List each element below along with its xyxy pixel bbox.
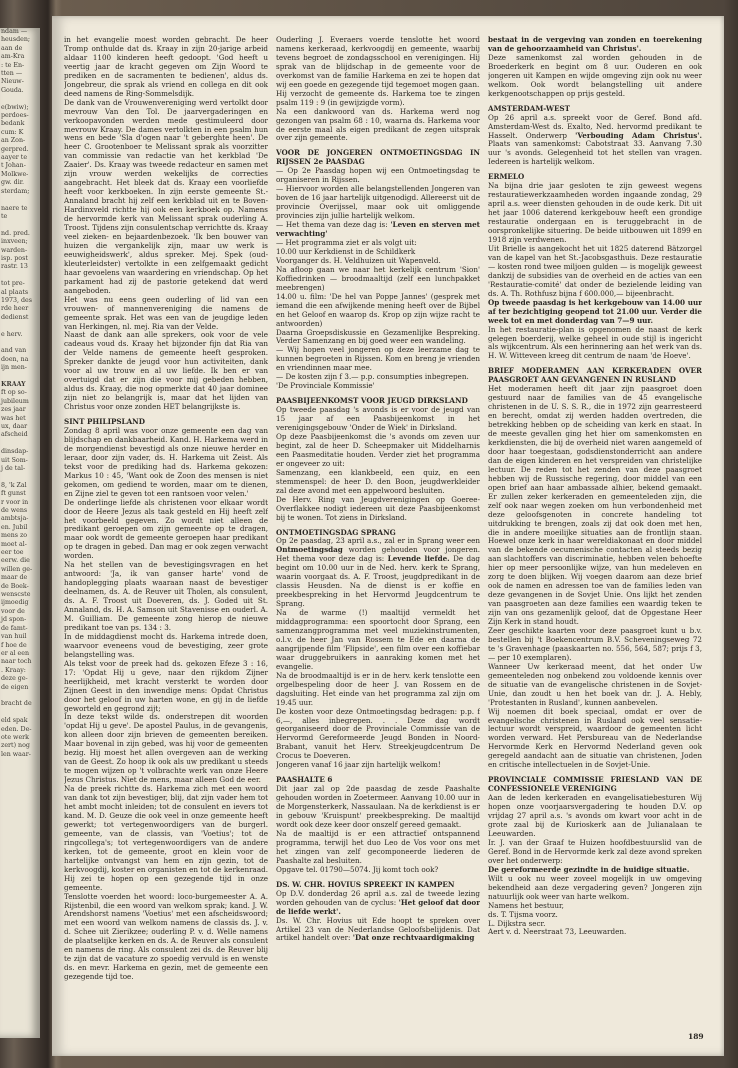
left-page-fragment-line: dedienst bbox=[1, 313, 29, 321]
text-run: — Het thema van deze dag is: bbox=[276, 220, 391, 230]
left-page-fragment-line: aayer te bbox=[1, 154, 28, 162]
left-page-fragment-line: jd spon- bbox=[1, 616, 27, 624]
paragraph: Na de warme (!) maaltijd vermeldt het middagprogramma: een spoortocht door Sprang, een samenzangprogramma met veel muziekinstrumenten, o.l.v. de heer Jan van Rossem te Ede en daarna de aangrijpende film 'Flipside', een film over een koffiebar waar druggebruikers in aanraking komen met het evangelie. bbox=[276, 608, 480, 671]
left-page-fragment-line: 1973, des bbox=[1, 296, 33, 304]
section-heading-amsterdam-west: AMSTERDAM-WEST bbox=[488, 103, 570, 113]
left-page-fragment-line: eer toe bbox=[1, 549, 24, 557]
left-page-fragment-line: warden- bbox=[1, 246, 28, 254]
signature-line: L. Dijkstra secr. bbox=[488, 918, 546, 928]
text-run: De dag begint om 10.00 uur in de Ned. herv. kerk te Sprang, waarin voorgaat ds. A. F. Troost, jeugdpredikant in de classis Heusden. Na de dienst is er koffie en preekbespreking in het Hervormd Jeugdcentrum te Sprang. bbox=[276, 554, 480, 609]
left-page-fragment-line: j de tal- bbox=[1, 465, 26, 472]
column-1 bbox=[64, 36, 268, 1036]
left-page-fragment-line bbox=[0, 339, 40, 347]
left-page-fragment-line: bracht de bbox=[1, 700, 32, 708]
left-page-fragment-line: ijn men- bbox=[1, 364, 27, 372]
left-page-fragment-line: van huil bbox=[1, 633, 27, 641]
column-2 bbox=[276, 36, 480, 1036]
left-page-fragment-line: ambtsja- bbox=[1, 515, 29, 523]
left-page-fragment-line: te bbox=[1, 212, 8, 220]
left-page-fragment-line: willen ge- bbox=[1, 565, 33, 573]
paragraph: Voorganger ds. H. Veldhuizen uit Wapenveld. bbox=[276, 255, 441, 265]
left-page-fragment-line: 8, 'k Zal bbox=[1, 481, 27, 489]
paragraph: De kosten voor deze Ontmoetingsdag bedragen: p.p. f 6,—, alles inbegrepen. . . Deze dag wordt georganiseerd door de Provinciale Commissie van de Hervormd Gereformeerde Jeugd Bonden in Noord-Brabant, vanuit het Herv. Streekjeugdcentrum De Crocus te Doeveren. bbox=[276, 706, 480, 761]
paragraph: in het evangelie moest worden gebracht. De heer Tromp onthulde dat ds. Kraay in zijn 20-jarige arbeid aldaar 1100 kinderen heeft gedoopt. 'God heeft u veertig jaar de kracht gegeven om Zijn Woord te prediken en de sacramenten te bedienen', aldus ds. Jongebreur, die sprak als vriend en collega en dit ook deed namens de Ring-Sommelsdijk. bbox=[64, 36, 268, 98]
paragraph: — Het programma ziet er als volgt uit: bbox=[276, 237, 417, 247]
section-heading-ermelo: ERMELO bbox=[488, 172, 525, 182]
left-page-fragment-line: len waar- bbox=[1, 750, 31, 758]
paragraph: — Wij hopen veel jongeren op deze leerzame dag te kunnen begroeten in Rijssen. Kom en breng je vrienden en vriendinnen maar mee. bbox=[276, 345, 480, 373]
magazine-page bbox=[52, 16, 724, 1056]
paragraph: Na de preek richtte ds. Harkema zich met een woord van dank tot zijn bevestiger, blij, dat zijn vader hem tot het ambt mocht inleiden; tot de consulent en ievers tot kand. M. D. Geuze die ook veel in onze gemeente heeft gewerkt; tot vertegenwoordigers van de burgerl. gemeente, van de classis, van 'Voetius'; tot de ringcollega's; tot vertegenwoordigers van de andere kerken, tot de gemeente, groot en klein voor de hartelijke ontvangst van hem en zijn gezin, tot de kerkvoogdij, koster en organisten en tot de kerkenraad. Hij zei te hopen op een gezegende tijd in onze gemeente. bbox=[64, 784, 268, 892]
paragraph: Opgave tel. 01790—5074. Jij komt toch ook? bbox=[276, 864, 439, 874]
paragraph: Als tekst voor de preek had ds. gekozen Efeze 3 : 16, 17: 'Opdat Hij u geve, naar den rijkdom Zijner heerlijkheid, met kracht versterkt te worden door Zijnen Geest in den inwendige mens: Opdat Christus door het geloof in uw harten wone, en gij in de liefde geworteld en gegrond zijt; bbox=[64, 658, 268, 713]
paragraph: De dank van de Vrouwenvereniging werd vertolkt door mevrouw Van den Tol. De jaarvergaderingen en verkoopavonden werden mede gestimuleerd door mevrouw Kraay. De dames vertolkten in een psalm hun wens en bede 'Sla d'ogen naar 't geberghte heen'. De heer C. Grootenboer te Melissant sprak als voorzitter van commissie van redactie van het kerkblad 'De Zaaier'. Ds. Kraay was tweede redacteur en samen met zijn vrouw werden wekelijks de correcties aangebracht. Het bleek dat ds. Kraay een voorliefde heeft voor kerkboeken. In zijn eerste gemeente St.-Annaland bracht hij zelf een kerkblad uit en te Boven-Hardinxveld richtte hij ook een kerkboek op. Namens de hervormde kerk van Melissant sprak ouderling A. Troost. Tijdens zijn consulentschap verrichtte ds. Kraay veel zieken- en bejaardenbezoek. 'Ik ben bouwer van huizen die vergankelijk zijn, maar uw werk is eeuwigheidswerk', aldus spreker. Mej. Spek (oud-kleuterleidster) vertolkte in een zelfgemaakt gedicht haar gevoelens van waardering en vriendschap. Op het parkament had zij de pastorie getekend dat werd aangeboden. bbox=[64, 97, 268, 295]
paragraph: Daarna Groepsdiskussie en Gezamenlijke Bespreking. Verder Samenzang en bij goed weer een wandeling. bbox=[276, 327, 480, 346]
left-page-fragment-line: nd. pred. bbox=[1, 229, 30, 237]
left-page-fragment-line: f hoe de bbox=[1, 641, 27, 649]
text-run: Op 2e paasdag, 23 april a.s., zal er in Sprang weer een bbox=[276, 536, 480, 546]
paragraph: 10.00 uur Kerkdienst in de Schildkerk bbox=[276, 246, 416, 256]
left-page-fragment-line: naere te bbox=[1, 204, 28, 212]
left-page-fragment-line: sterdam; bbox=[1, 187, 30, 195]
paragraph: bestaat in de vergeving van zonden en toerekening van de gehoorzaamheid van Christus'. bbox=[488, 36, 702, 53]
left-page-fragment-line: mens zo bbox=[1, 532, 28, 540]
left-page-fragment-line: Molkwe- bbox=[1, 170, 29, 178]
paragraph: Zeer geschikte kaarten voor deze paasgroet kunt u b.v. bestellen bij 't Boekencentrum B.V. Scheveningseweg 72 te 's Gravenhage (paaskaarten no. 556, 564, 587; prijs f 3,— per 10 exemplaren). bbox=[488, 626, 702, 662]
left-page-fragment-line: and van bbox=[1, 347, 27, 355]
left-page-fragment bbox=[0, 28, 40, 1038]
paragraph: — Hiervoor worden alle belangstellenden Jongeren van boven de 16 jaar hartelijk uitgenodigd. Allereerst uit de provincie Overijssel, maar ook uit omliggende provincies zijn jullie hartelijk welkom. bbox=[276, 184, 480, 221]
left-page-fragment-line: ft gunst bbox=[1, 490, 26, 498]
section-heading-sint-philipsland: SINT PHILIPSLAND bbox=[64, 417, 145, 427]
left-page-fragment-line: gw. dir. bbox=[1, 179, 25, 187]
paragraph: Op deze Paasbijeenkomst die 's avonds om zeven uur begint, zal de heer D. Scheepmaker uit Middelharnis een Paasmeditatie houden. Verder ziet het programma er ongeveer zo uit: bbox=[276, 431, 480, 468]
left-page-fragment-line: eden. De- bbox=[1, 725, 32, 733]
left-page-fragment-line: moet al- bbox=[1, 540, 27, 548]
left-page-fragment-line: ndam — bbox=[1, 28, 28, 35]
paragraph: Wij noemen dit boek speciaal, omdat er over de evangelische christenen in Rusland ook veel sensatie-lectuur wordt verspreid, waardoor de gemeenten licht worden verward. Het Persbureau van de Nederlandse Hervormde Kerk en Hervormd Nederland geven ook geregeld aandacht aan de situatie van christenen, Joden en critische intellectuelen in de Sovjet-Unie. bbox=[488, 706, 702, 770]
left-page-fragment-line: am-Kra bbox=[1, 53, 25, 61]
left-page-fragment-line: e herv. bbox=[1, 330, 23, 338]
paragraph: In de middagdienst mocht ds. Harkema intrede doen, waarvoor eveneens voud de bevestiging, zeer grote belangstelling was. bbox=[64, 631, 268, 659]
paragraph: Jongeren vanaf 16 jaar zijn hartelijk welkom! bbox=[276, 760, 441, 770]
paragraph bbox=[276, 221, 480, 239]
left-page-fragment-line: wenscste bbox=[1, 591, 31, 599]
left-page-fragment-line: Gouda. bbox=[1, 86, 24, 94]
paragraph: De gereformeerde gezindte in de huidige situatie. bbox=[488, 864, 690, 874]
paragraph: Dit jaar zal op 2de paasdag de zesde Paashalte gehouden worden in Zoetermeer. Aanvang 10.00 uur in de Morgensterkerk, Nassaulaan. Na de kerkdienst is er in gebouw 'Kruispunt' preekbespreking. De maaltijd wordt ook deze keer door onszelf gereed gemaakt. bbox=[276, 784, 480, 830]
left-page-fragment-line: rde heer bbox=[1, 305, 29, 313]
paragraph: 'De Provinciale Kommissie' bbox=[276, 381, 375, 391]
paragraph: Uit Brielle is aangekocht het uit 1825 daterend Bätzorgel van de kapel van het St.-Jacobsgasthuis. Deze restauratie — kosten rond twee miljoen gulden — is mogelijk geweest dankzij de subsidies van de overheid en de acties van een 'Restauratie-comité' dat onder de bezielende leiding van ds. A. Th. Rothfusz bijna f 600.000,— bijeenbracht. bbox=[488, 243, 702, 298]
left-page-fragment-line bbox=[0, 440, 40, 448]
left-page-fragment-line: zes jaar bbox=[1, 406, 26, 414]
paragraph: De Herv. Ring van Jeugdverenigingen op Goeree-Overflakkee nodigt iedereen uit deze Paasbijeenkomst bij te wonen. Tot ziens in Dirksland. bbox=[276, 494, 480, 522]
emphasis: Ontmoetingsdag bbox=[276, 545, 343, 555]
section-heading-paashalte: PAASHALTE 6 bbox=[276, 775, 333, 785]
left-page-fragment-line: an Zon- bbox=[1, 137, 26, 145]
emphasis: 'Leven en sterven met verwachting' bbox=[276, 220, 480, 239]
section-heading-friesland: PROVINCIALE COMMISSIE FRIESLAND VAN DE CONFESSIONELE VERENIGING bbox=[488, 775, 702, 794]
left-page-fragment-line: cum: K bbox=[1, 128, 24, 136]
left-page-fragment-line: maar de bbox=[1, 574, 28, 582]
paragraph: Deze samenkomst zal worden gehouden in de Broederkerk en begint om 8 uur. Ouderen en ook jongeren uit Kampen en wijde omgeving zijn ook nu weer welkom. Ook wordt belangstelling uit andere kerkgenootschappen op prijs gesteld. bbox=[488, 52, 702, 98]
left-page-fragment-line: de Boek- bbox=[1, 582, 29, 590]
paragraph: Naast de dank aan alle sprekers, ook voor de vele cadeaus voud ds. Kraay het bijzonder fijn dat Ria van der Velde namens de gemeente heeft gesproken. Spreker dankte de jeugd voor hun activiteiten, dank voor al uw trouw en al uw liefde. Ik ben er van overtuigd dat er zijn die voor mij gebeden hebben, aldus ds. Kraay, die nog opmerkte dat 40 jaar dominee zijn niet zo belangrijk is, maar dat het lijden van Christus voor onze zonden HET belangrijkste is. bbox=[64, 330, 268, 412]
paragraph: — Op 2e Paasdag hopen wij een Ontmoetingsdag te organiseren in Rijssen. bbox=[276, 166, 480, 185]
left-page-fragment-line: . Kraay: bbox=[1, 666, 26, 674]
paragraph: — De kosten zijn f 3.— p.p. consumpties inbegrepen. bbox=[276, 372, 469, 382]
signature-line: ds. T. Tijsma voorz. bbox=[488, 909, 558, 919]
paragraph: In deze tekst wilde ds. onderstrepen dit woorden 'opdat Hij u geve'. De apostel Paulus, in de gevangenis, kon alleen door zijn brieven de gemeenten bereiken. Maar bovenal in zijn gebed, was hij voor de gemeenten bezig. Hij moest het allen overgeven aan de werking van de Geest. Zo hoop ik ook als uw predikant u steeds te mogen wijzen op 't volbrachte werk van onze Heere Jezus Christus. Niet de mens, maar alleen God de eer. bbox=[64, 712, 268, 785]
paragraph: 14.00 u. film: 'De hel van Poppe Jannes' (gesprek met iemand die een afwijkende mening heeft over de Bijbel en het Geloof en waarop ds. Krop op zijn wijze racht te antwoorden) bbox=[276, 291, 480, 328]
left-page-fragment-line: heusden; bbox=[1, 36, 31, 44]
left-page-fragment-line: ijmoedig bbox=[1, 599, 29, 607]
left-page-fragment-line: bedank bbox=[1, 120, 25, 128]
paragraph bbox=[488, 114, 702, 168]
paragraph: Zondag 8 april was voor onze gemeente een dag van blijdschap en dankbaarheid. Kand. H. Harkema werd in de morgendienst bevestigd als onze nieuwe herder en leraar, door zijn vader, ds. H. Harkema uit Zeist. Als tekst voor de prediking had ds. Harkema gekozen: Markus 10 : 45, 'Want ook de Zoon des mensen is niet gekomen, om gediend te worden, maar om te dienen, en Zijne ziel te geven tot een rantsoen voor velen.' bbox=[64, 425, 268, 498]
text-run: Op D.V. donderdag 26 april a.s. zal de tweede lezing worden gehouden van de cyclus: bbox=[276, 888, 480, 907]
paragraph: Samenzang, een klankbeeld, een quiz, en een stemmenspel: de heer D. den Boon, jeugdwerkleider zal deze avond met een appelwoord besluiten. bbox=[276, 467, 480, 495]
left-page-fragment-line: tten — bbox=[1, 70, 23, 78]
left-page-fragment-line: deze ge- bbox=[1, 675, 28, 683]
paragraph: Het was nu eens geen ouderling of lid van een vrouwen- of mannenvereniging die namens de gemeente sprak. Het was een van de jeugdige leden van Herkingen, nl. mej. Ria van der Velde. bbox=[64, 294, 268, 331]
paragraph: Na het stellen van de bevestigingsvragen en het antwoord: 'Ja, ik van ganser harte' vond de handoplegging plaats waaraan naast de bevestiger deelnamen, ds. A. de Reuver uit Tholen, als consulent, ds. A. F. Troost uit Doeveren, ds. J. Goded uit St. Annaland, ds. H. A. Samson uit Stavenisse en ouderl. A. M. Guilliam. De gemeente zong hierop de nieuwe predikant toe van ps. 134 : 3. bbox=[64, 560, 268, 632]
left-page-fragment-line: r voor in bbox=[1, 498, 29, 506]
left-page-fragment-line: inxveen; bbox=[1, 238, 28, 246]
paragraph: Op tweede paasdag is het kerkgebouw van 14.00 uur af ter bezichtiging geopend tot 21.00 uur. Verder die week tot en met donderdag van 7—9 uur. bbox=[488, 297, 702, 325]
paragraph: Op tweede paasdag 's avonds is er voor de jeugd van 15 jaar af een Paasbijeenkomst in het verenigingsgebouw 'Onder de Wiek' in Dirksland. bbox=[276, 405, 480, 433]
left-page-fragment-line: rastr. 13 bbox=[1, 263, 28, 271]
left-page-fragment-line: naar toch bbox=[1, 658, 32, 666]
left-page-fragment-line: ux, daar bbox=[1, 422, 28, 430]
section-heading-sprang: ONTMOETINGSDAG SPRANG bbox=[276, 527, 396, 537]
column-3 bbox=[488, 36, 702, 1036]
left-page-fragment-line: afscheid bbox=[1, 431, 28, 439]
left-page-fragment-line: ote werk bbox=[1, 733, 29, 741]
left-page-fragment-line: de wens bbox=[1, 507, 28, 515]
left-page-fragment-line bbox=[0, 709, 40, 717]
emphasis: Levende liefde. bbox=[387, 554, 450, 564]
left-page-fragment-line: jubileum bbox=[1, 397, 29, 405]
left-page-fragment-line: gerpred. bbox=[1, 145, 29, 153]
paragraph: Na een dankwoord van ds. Harkema werd nog gezongen van psalm 68 : 10, waarna ds. Harkema voor de eerste maal als eigen predikant de zegen uitsprak over zijn gemeente. bbox=[276, 106, 480, 143]
paragraph: Aan de leden kerkeraden en evangelisatiebesturen Wij hopen onze voorjaarsvergadering te houden D.V. op vrijdag 27 april a.s. 's avonds om kwart voor acht in de grote zaal bij de Kurioskerk aan de Julianalaan te Leeuwarden. bbox=[488, 793, 702, 838]
signature-line: Namens het bestuur, bbox=[488, 900, 564, 910]
left-page-fragment-line bbox=[0, 95, 40, 103]
left-page-fragment-line bbox=[0, 373, 40, 381]
section-heading-paasbijeenkomst: PAASBIJEENKOMST VOOR JEUGD DIRKSLAND bbox=[276, 396, 468, 406]
paragraph: Na afloop gaan we naar het kerkelijk centrum 'Sion' Koffiedrinken — broodmaaltijd (zelf een lunchpakket meebrengen) bbox=[276, 264, 480, 292]
paragraph: Wanneer Uw kerkeraad meent, dat het onder Uw gemeenteleden nog onbekend zou voldoende kennis over de situatie van de evangelische christenen in de Sovjet-Unie, dan zoudt u hen het boek van dr. J. A. Hebly, 'Protestanten in Rusland', kunnen aanbevelen. bbox=[488, 661, 702, 707]
left-page-fragment-line: was het bbox=[1, 414, 26, 422]
signature-line: Aert v. d. Neerstraat 73, Leeuwarden. bbox=[488, 927, 627, 937]
left-page-fragment-line: dinsdap- bbox=[1, 448, 29, 456]
paragraph: Tenslotte voerden het woord: loco-burgemeester A. A. Rijstenbil, die een woord van welkom sprak; kand. J. W. Arendshorst namens 'Voetius' met een afscheidswoord; met een woord van welkom namens de classis ds. J. v. d. Schee uit Zierikzee; ouderling P. v. d. Welle namens de plaatselijke kerken en ds. A. de Reuver als consulent en namens de ring. Als consulent zei ds. de Reuver blij te zijn dat de vacature zo spoedig vervuld is en wenste ds. en mevr. Harkema en gezin, met de gemeente een gezegende tijd toe. bbox=[64, 891, 268, 982]
paragraph: Ouderling J. Everaers voerde tenslotte het woord namens kerkeraad, kerkvoogdij en gemeente, waarbij tevens begroet de zondagsschool en verenigingen. Hij sprak van de blijdschap in de gemeente voor de overkomst van de familie Harkema en zei te hopen dat wij een goede en gezegende tijd tegemoet mogen gaan. bbox=[276, 36, 480, 89]
page-number: 189 bbox=[688, 1032, 704, 1041]
left-page-fragment-line bbox=[0, 196, 40, 204]
paragraph bbox=[276, 917, 480, 944]
left-page-fragment-line: t Johan- bbox=[1, 162, 26, 170]
paragraph: Na de broodmaaltijd is er in de herv. kerk tenslotte een orgelbespeling door de heer J. van Rossem en de dagsluiting. Het einde van het programma zal zijn om 19.45 uur. bbox=[276, 670, 480, 707]
left-page-fragment-line: Nieuw- bbox=[1, 78, 24, 86]
paragraph: De onderlinge liefde als christenen voor elkaar wordt door de Heere Jezus als taak gesteld en Hij heeft zelf het voorbeeld gegeven. Zo wordt niet alleen de predikant geroepen om zijn gemeente op te dragen, maar ook wordt de gemeente geroepen haar predikant op te dragen in gebed. Dan mag er ook zegen verwacht worden. bbox=[64, 497, 268, 561]
left-page-fragment-line: de eigen bbox=[1, 683, 29, 691]
left-page-fragment-line: KRAAY bbox=[1, 380, 26, 388]
paragraph: Na bijna drie jaar gesloten te zijn geweest wegens restauratiewerkzaamheden worden ingaande zondag, 29 april a.s. weer diensten gehouden in de oude kerk. Dit uit het jaar 1006 daterend kerkgebouw heeft een grondige restauratie ondergaan en is teruggebracht in de oorspronkelijke situering. De beide uitbouwen uit 1899 en 1918 zijn verdwenen. bbox=[488, 181, 702, 245]
text-run: Plaats van samenkomst: Cabotstraat 33. Aanvang 7.30 uur 's avonds. Gelegenheid tot het stellen van vragen. Iedereen is hartelijk welkom. bbox=[488, 139, 702, 167]
left-page-fragment-line: ft op so- bbox=[1, 389, 27, 397]
paragraph: In het restauratie-plan is opgenomen de naast de kerk gelegen boerderij, welke geheel in oude stijl is ingericht als wijkcentrum. Als een herinnering aan het werk van ds. H. W. Witteveen kreeg dit centrum de naam 'de Hoeve'. bbox=[488, 324, 702, 361]
left-page-fragment-line: uit Som- bbox=[1, 456, 28, 464]
section-heading-jongeren-rijssen: VOOR DE JONGEREN ONTMOETINGSDAG IN RIJSSEN 2e PAASDAG bbox=[276, 148, 480, 167]
left-page-fragment-line: aan de bbox=[1, 44, 23, 52]
left-page-fragment-line: eerw. die bbox=[1, 557, 30, 565]
left-page-fragment-line: al plaats bbox=[1, 288, 29, 296]
left-page-fragment-line: eld spak bbox=[1, 717, 28, 725]
left-page-fragment-line: perdoes- bbox=[1, 112, 29, 120]
left-page-fragment-line: isp. post bbox=[1, 254, 28, 262]
paragraph: Na de maaltijd is er een attractief ontspannend programma, terwijl het duo Leo de Vos voor ons met het zingen van zelf gecomponeerde liederen de Paashalte zal besluiten. bbox=[276, 828, 480, 865]
text-run: Ds. W. Chr. Hovius uit Ede hoopt te spreken over Artikel 23 van de Nederlandse Geloofsbelijdenis. Dat artikel handelt over: bbox=[276, 915, 480, 943]
left-page-fragment-line: en. Jubil bbox=[1, 523, 28, 531]
section-heading-hovius: DS. W. CHR. HOVIUS SPREEKT IN KAMPEN bbox=[276, 879, 455, 889]
paragraph: Het moderamen heeft dit jaar zijn paasgroet doen gestuurd naar de families van de 45 evangelische christenen in de U. S. S. R., die in 1972 zijn gearresteerd en berecht, omdat zij werden hadden overtreden, die betrekking hebben op de scheiding van kerk en staat. In de meeste gevallen ging het hier om samenkomsten en kerkdiensten, die bij de overheid niet waren aangemeld of door haar toegestaan, godsdienstonderricht aan andere dan de eigen kinderen en het verspreiden van christelijke lectuur. De reden tot het zenden van deze paasgroet hebben wij de Russische regering, door middel van een open brief aan haar ambassade alhier, bekend gemaakt. Er zullen zeker kerkeraden en gemeenteleden zijn, die zelf ook naar wegen zoeken om hun verbondenheid met deze geloofsgenoten in concrete handeling tot uitdrukking te brengen, zoals zij dat ook doen met hen, die in andere moeilijke situaties aan de frontlijn staan. Hoewel onze kerk in haar wereldiakonaat en door middel van de bekende oecumenische contacten al steeds bezig aan slachtoffers van discriminatie, hebben velen behoefte hier op meer persoonlijke wijze, van hun medeleven en zorg te doen blijken. Wij voegen daarom aan deze brief ook de namen en adressen toe van de families leden van deze gevangenen in de Sovjet Unie. Ons lijkt het zenden van paasgroeten aan deze families een waardig teken te zijn van ons gezamenlijk geloof, dat de Opgestane Heer Zijn Kerk in stand houdt. bbox=[488, 384, 702, 627]
paragraph: Wilt u ook nu weer zoveel mogelijk in uw omgeving bekendheid aan deze vergadering geven? Jongeren zijn natuurlijk ook weer van harte welkom. bbox=[488, 873, 702, 901]
left-page-fragment-line: de famt- bbox=[1, 624, 28, 632]
text-run: worden gehouden voor jongeren. Het thema voor deze dag is: bbox=[276, 545, 480, 564]
left-page-fragment-line bbox=[0, 272, 40, 280]
left-page-fragment-line bbox=[0, 473, 40, 481]
text-run: Op 26 april a.s. spreekt voor de Geref. Bond afd. Amsterdam-West ds. Exalto, Ned. hervormd predikant te Hasselt. Onderwerp bbox=[488, 112, 702, 140]
left-page-fragment-line bbox=[0, 692, 40, 700]
paragraph bbox=[276, 890, 480, 917]
left-page-fragment-line: doen, na bbox=[1, 355, 29, 363]
left-page-fragment-line: er al een bbox=[1, 649, 30, 657]
left-page-fragment-line bbox=[0, 221, 40, 229]
emphasis: 'Verbouding Adam Christus'. bbox=[575, 130, 702, 140]
paragraph: Ir. J. van der Graaf te Huizen hoofdbestuurslid van de Geref. Bond in de Hervormde kerk zal deze avond spreken over het onderwerp: bbox=[488, 837, 702, 865]
left-page-fragment-line bbox=[0, 322, 40, 330]
left-page-fragment-line: : te En- bbox=[1, 61, 25, 69]
left-page-fragment-line: voor de bbox=[1, 607, 25, 615]
left-page-fragment-line: zert) nog bbox=[1, 742, 30, 750]
paragraph: Hij verzocht de gemeente ds. Harkema toe te zingen psalm 119 : 9 (in gewijzigde vorm). bbox=[276, 88, 480, 107]
section-heading-brief-moderamen: BRIEF MODERAMEN AAN KERKERADEN OVER PAASGROET AAN GEVANGENEN IN RUSLAND bbox=[488, 366, 702, 385]
emphasis: 'Dat onze rechtvaardigmaking bbox=[352, 933, 475, 943]
left-page-fragment-line: e(bwiw); bbox=[1, 103, 29, 111]
left-page-fragment-line: tot pre- bbox=[1, 280, 25, 288]
paragraph bbox=[276, 537, 480, 609]
emphasis: 'Het geloof dat door de liefde werkt'. bbox=[276, 897, 480, 916]
